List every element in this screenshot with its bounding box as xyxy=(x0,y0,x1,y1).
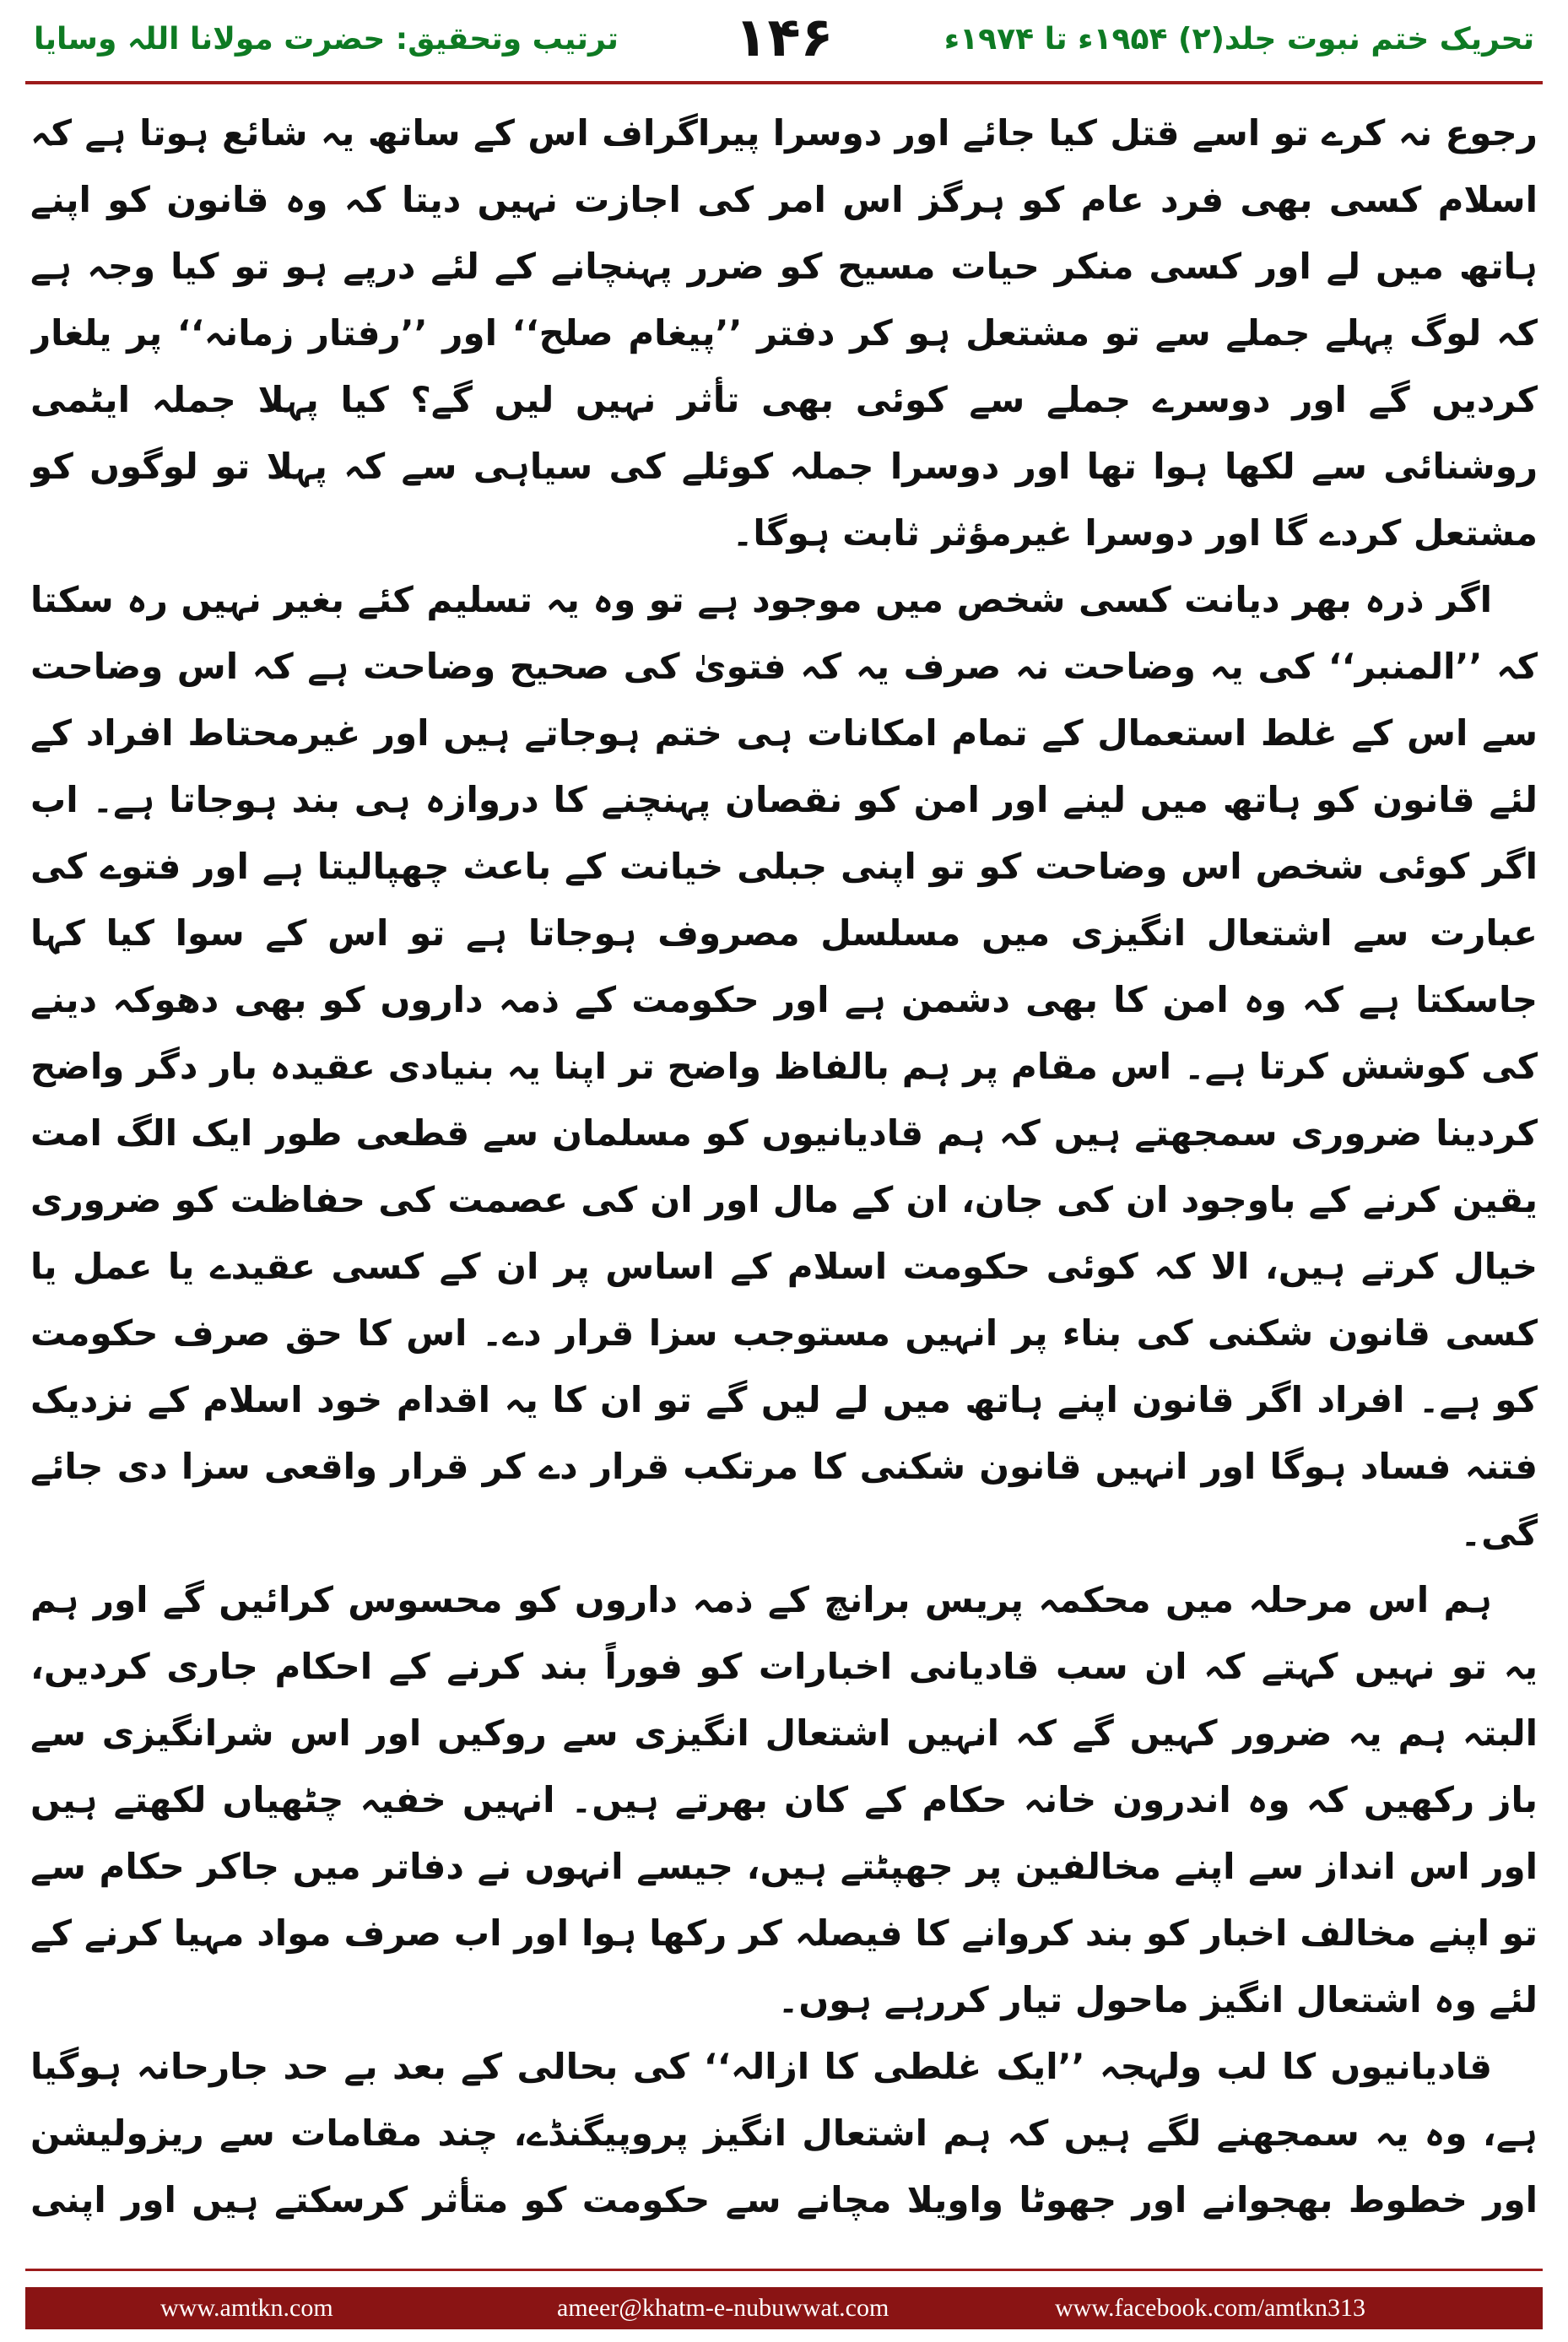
page-body xyxy=(30,100,1538,2235)
facebook-link[interactable]: www.facebook.com/amtkn313 xyxy=(1055,2294,1365,2322)
paragraph: قادیانیوں کا لب ولہجہ ’’ایک غلطی کا ازالہ‘‘ کی بحالی کے بعد بے حد جارحانہ ہوگیا ہے، وہ یہ سمجھنے لگے ہیں کہ ہم اشتعال انگیز پروپیگنڈے، چند مقامات سے ریزولیشن اور خطوط بھجوانے اور جھوٹا واویلا مچانے سے حکومت کو متأثر کرسکتے ہیں اور اپنی xyxy=(30,2046,1538,2220)
footer-rule xyxy=(25,2269,1543,2271)
email-link[interactable]: ameer@khatm-e-nubuwwat.com xyxy=(557,2294,889,2322)
book-title: تحریک ختم نبوت جلد(۲) ۱۹۵۴ء تا ۱۹۷۴ء xyxy=(944,22,1534,57)
header-rule xyxy=(25,81,1543,84)
paragraph: اگر ذرہ بھر دیانت کسی شخص میں موجود ہے تو وہ یہ تسلیم کئے بغیر نہیں رہ سکتا کہ ’’المنبر‘‘ کی یہ وضاحت نہ صرف یہ کہ فتویٰ کی صحیح وضاحت ہے کہ اس وضاحت سے اس کے غلط استعمال کے تمام امکانات ہی ختم ہوجاتے ہیں اور غیرمحتاط افراد کے لئے قانون کو ہاتھ میں لینے اور امن کو نقصان پہنچنے کا دروازہ ہی بند ہوجاتا ہے۔ اب اگر کوئی شخص اس وضاحت کو تو اپنی جبلی خیانت کے باعث چھپالیتا ہے اور فتوے کی عبارت سے اشتعال انگیزی میں مسلسل مصروف ہوجاتا ہے تو اس کے سوا کیا کہا جاسکتا ہے کہ وہ امن کا بھی دشمن ہے اور حکومت کے ذمہ داروں کو بھی دھوکہ دینے کی کوشش کرتا ہے۔ اس مقام پر ہم بالفاظ واضح تر اپنا یہ بنیادی عقیدہ بار دگر واضح کردینا ضروری سمجھتے ہیں کہ ہم قادیانیوں کو مسلمان سے قطعی طور ایک الگ امت یقین کرنے کے باوجود ان کی جان، ان کے مال اور ان کی عصمت کی حفاظت کو ضروری خیال کرتے ہیں، الا کہ کوئی حکومت اسلام کے اساس پر ان کے کسی عقیدے یا عمل یا کسی قانون شکنی کی بناء پر انہیں مستوجب سزا قرار دے۔ اس کا حق صرف حکومت کو ہے۔ افراد اگر قانون اپنے ہاتھ میں لے لیں گے تو ان کا یہ اقدام خود اسلام کے نزدیک فتنہ فساد ہوگا اور انہیں قانون شکنی کا مرتکب قرار دے کر قرار واقعی سزا دی جائے گی۔ xyxy=(30,579,1538,1554)
page-footer xyxy=(0,2269,1568,2342)
page-header xyxy=(0,0,1568,78)
compiler-credit: ترتیب وتحقیق: حضرت مولانا اللہ وسایا xyxy=(34,22,619,57)
paragraph: رجوع نہ کرے تو اسے قتل کیا جائے اور دوسرا پیراگراف اس کے ساتھ یہ شائع ہوتا ہے کہ اسلام کسی بھی فرد عام کو ہرگز اس امر کی اجازت نہیں دیتا کہ وہ قانون کو اپنے ہاتھ میں لے اور کسی منکر حیات مسیح کو ضرر پہنچانے کے لئے درپے ہو تو کیا وجہ ہے کہ لوگ پہلے جملے سے تو مشتعل ہو کر دفتر ’’پیغام صلح‘‘ اور ’’رفتار زمانہ‘‘ پر یلغار کردیں گے اور دوسرے جملے سے کوئی بھی تأثر نہیں لیں گے؟ کیا پہلا جملہ ایٹمی روشنائی سے لکھا ہوا تھا اور دوسرا جملہ کوئلے کی سیاہی سے کہ پہلا تو لوگوں کو مشتعل کردے گا اور دوسرا غیرمؤثر ثابت ہوگا۔ xyxy=(30,112,1538,554)
page-number: ۱۴۶ xyxy=(734,7,834,69)
website-link[interactable]: www.amtkn.com xyxy=(160,2294,333,2322)
paragraph: ہم اس مرحلہ میں محکمہ پریس برانچ کے ذمہ داروں کو محسوس کرائیں گے اور ہم یہ تو نہیں کہتے کہ ان سب قادیانی اخبارات کو فوراً بند کرنے کے احکام جاری کردیں، البتہ ہم یہ ضرور کہیں گے کہ انہیں اشتعال انگیزی سے روکیں اور اس شرانگیزی سے باز رکھیں کہ وہ اندرون خانہ حکام کے کان بھرتے ہیں۔ انہیں خفیہ چٹھیاں لکھتے ہیں اور اس انداز سے اپنے مخالفین پر جھپٹتے ہیں، جیسے انہوں نے دفاتر میں جاکر حکام سے تو اپنے مخالف اخبار کو بند کروانے کا فیصلہ کر رکھا ہوا اور اب صرف مواد مہیا کرنے کے لئے وہ اشتعال انگیز ماحول تیار کررہے ہوں۔ xyxy=(30,1579,1538,2020)
